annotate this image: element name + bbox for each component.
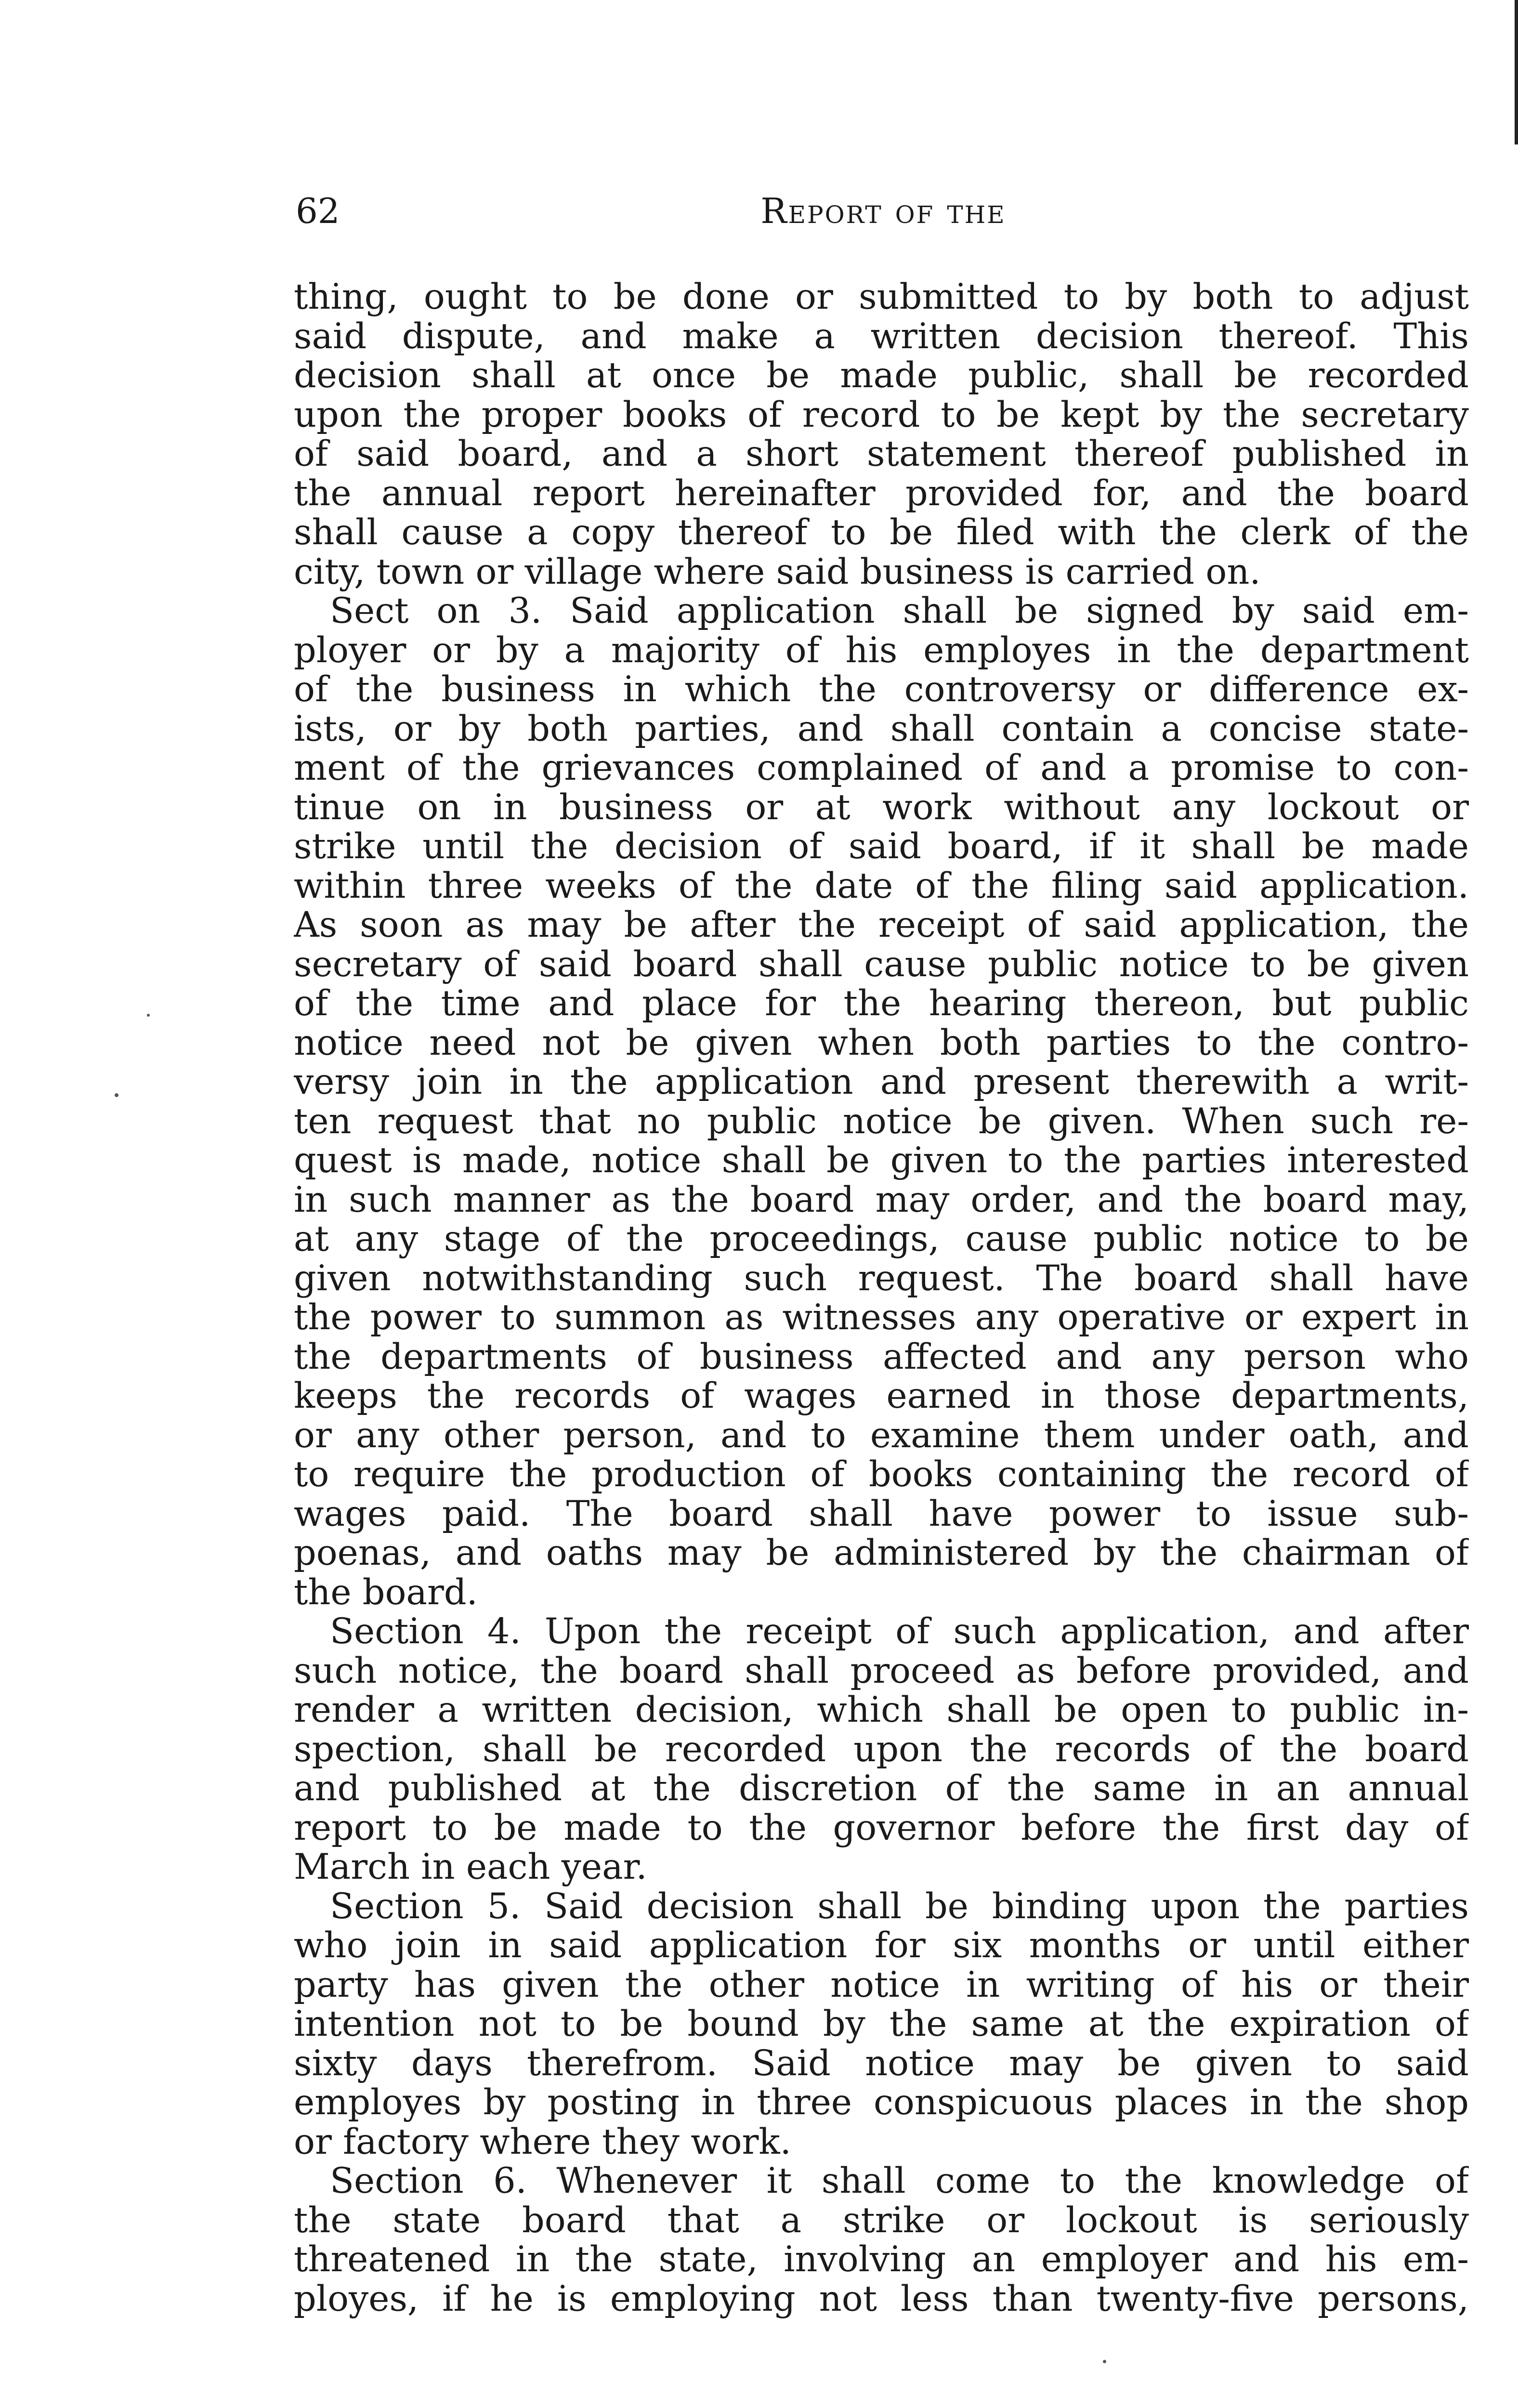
text-line: who join in said application for six months or until either bbox=[294, 1926, 1469, 1965]
print-speck bbox=[1103, 2360, 1106, 2363]
body-text bbox=[294, 277, 1469, 2318]
text-line: ment of the grievances complained of and a promise to con- bbox=[294, 748, 1469, 788]
text-line: sixty days therefrom. Said notice may be given to said bbox=[294, 2043, 1469, 2083]
text-line: city, town or village where said business is carried on. bbox=[294, 552, 1261, 591]
text-line: quest is made, notice shall be given to the parties interested bbox=[294, 1141, 1469, 1180]
text-line: or factory where they work. bbox=[294, 2122, 791, 2161]
text-line: in such manner as the board may order, and the board may, bbox=[294, 1180, 1469, 1219]
page-number: 62 bbox=[296, 191, 340, 231]
text-line: the departments of business affected and any person who bbox=[294, 1337, 1469, 1376]
text-line: employes by posting in three conspicuous places in the shop bbox=[294, 2083, 1469, 2122]
section-6-heading-line: Section 6. Whenever it shall come to the knowledge of bbox=[330, 2161, 1469, 2201]
running-head bbox=[296, 187, 1471, 235]
text-line: of said board, and a short statement thereof published in bbox=[294, 434, 1469, 474]
text-line: within three weeks of the date of the filing said application. bbox=[294, 866, 1469, 905]
text-line: shall cause a copy thereof to be filed with the clerk of the bbox=[294, 513, 1469, 552]
text-line: at any stage of the proceedings, cause public notice to be bbox=[294, 1219, 1469, 1259]
text-line: ployer or by a majority of his employes in the department bbox=[294, 630, 1469, 670]
text-line: versy join in the application and present therewith a writ- bbox=[294, 1062, 1469, 1102]
text-line: March in each year. bbox=[294, 1847, 647, 1887]
section-5-heading-line: Section 5. Said decision shall be binding upon the parties bbox=[330, 1886, 1469, 1926]
text-line: ists, or by both parties, and shall contain a concise state- bbox=[294, 709, 1469, 748]
page-edge-mark bbox=[1515, 0, 1518, 144]
text-line: party has given the other notice in writing of his or their bbox=[294, 1965, 1469, 2004]
print-speck bbox=[147, 1014, 150, 1017]
text-line: tinue on in business or at work without any lockout or bbox=[294, 787, 1469, 827]
text-line: the annual report hereinafter provided for, and the board bbox=[294, 473, 1469, 513]
text-line: given notwithstanding such request. The board shall have bbox=[294, 1258, 1469, 1298]
text-line: report to be made to the governor before the first day of bbox=[294, 1808, 1469, 1847]
text-line: wages paid. The board shall have power to issue sub- bbox=[294, 1494, 1469, 1533]
text-line: keeps the records of wages earned in those departments, bbox=[294, 1376, 1469, 1416]
section-4-heading-line: Section 4. Upon the receipt of such application, and after bbox=[330, 1612, 1469, 1651]
text-line: spection, shall be recorded upon the records of the board bbox=[294, 1729, 1469, 1769]
text-line: or any other person, and to examine them under oath, and bbox=[294, 1415, 1469, 1455]
text-line: said dispute, and make a written decision thereof. This bbox=[294, 316, 1469, 356]
print-speck bbox=[115, 1093, 118, 1097]
section-3-heading-line: Sect on 3. Said application shall be signed by said em- bbox=[330, 591, 1469, 631]
text-line: ten request that no public notice be given. When such re- bbox=[294, 1101, 1469, 1141]
text-line: strike until the decision of said board, if it shall be made bbox=[294, 827, 1469, 866]
text-line: thing, ought to be done or submitted to by both to adjust bbox=[294, 277, 1469, 317]
text-line: intention not to be bound by the same at the expiration of bbox=[294, 2004, 1469, 2044]
text-line: threatened in the state, involving an employer and his em- bbox=[294, 2240, 1469, 2279]
text-line: render a written decision, which shall be open to public in- bbox=[294, 1690, 1469, 1730]
text-line: ployes, if he is employing not less than twenty-five persons, bbox=[294, 2279, 1469, 2318]
text-line: As soon as may be after the receipt of said application, the bbox=[294, 905, 1469, 945]
text-line: of the business in which the controversy or difference ex- bbox=[294, 670, 1469, 709]
text-line: decision shall at once be made public, shall be recorded bbox=[294, 356, 1469, 395]
text-line: the power to summon as witnesses any operative or expert in bbox=[294, 1298, 1469, 1337]
text-line: notice need not be given when both parties to the contro- bbox=[294, 1023, 1469, 1062]
text-line: upon the proper books of record to be kept by the secretary bbox=[294, 395, 1469, 434]
text-line: secretary of said board shall cause public notice to be given bbox=[294, 944, 1469, 984]
text-line: the state board that a strike or lockout is seriously bbox=[294, 2200, 1469, 2240]
text-line: poenas, and oaths may be administered by the chairman of bbox=[294, 1533, 1469, 1573]
text-line: and published at the discretion of the same in an annual bbox=[294, 1769, 1469, 1808]
page-heading: Report of the bbox=[760, 191, 1006, 231]
text-line: such notice, the board shall proceed as before provided, and bbox=[294, 1651, 1469, 1690]
text-line: to require the production of books containing the record of bbox=[294, 1455, 1469, 1494]
text-line: of the time and place for the hearing thereon, but public bbox=[294, 984, 1469, 1023]
text-line: the board. bbox=[294, 1572, 478, 1612]
